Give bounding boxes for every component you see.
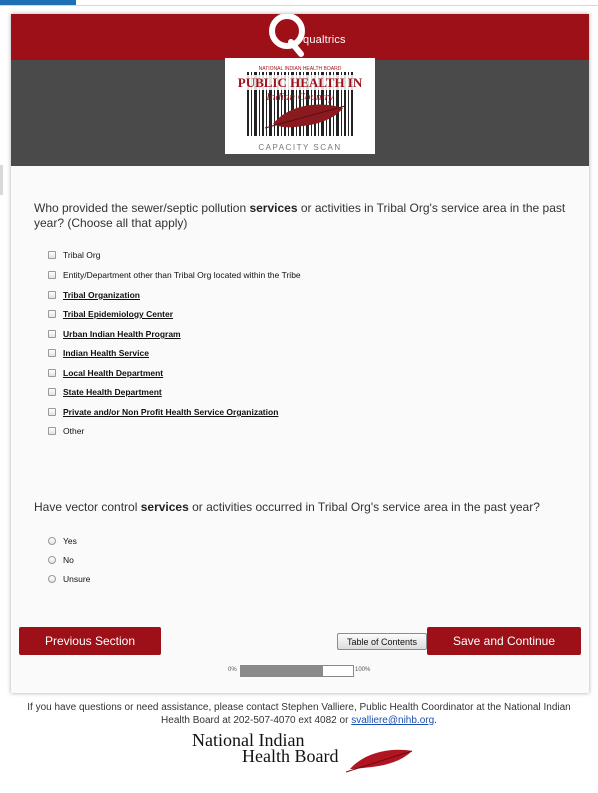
option-label: Entity/Department other than Tribal Org located within the Tribe [63,270,301,280]
capacity-scan-logo [225,58,375,154]
question-1-text-part: or activities in Tribal Org's service area in the past year? (Choose all that apply) [34,201,566,230]
question-2-bold-word: services [140,500,189,514]
option-label-link[interactable]: Tribal Epidemiology Center [63,309,174,319]
checkbox[interactable] [48,349,56,357]
top-divider [0,5,598,6]
checkbox-option[interactable] [48,346,149,360]
question-1-text-part: Who provided the sewer/septic pollution [34,201,250,215]
progress-bar-fill [241,666,323,676]
qualtrics-wordmark: qualtrics [303,34,346,46]
barcode-feather-logo [225,58,375,154]
option-label: Tribal Org [63,250,101,260]
checkbox-option[interactable] [48,248,100,262]
checkbox-option[interactable] [48,307,173,321]
email-link[interactable]: svalliere@nihb.org [351,715,435,726]
checkbox[interactable] [48,271,56,279]
progress-start-label: 0% [228,667,237,673]
option-label-link[interactable]: Private and/or Non Profit Health Service Organization [63,407,279,417]
checkbox-option[interactable] [48,385,162,399]
question-2-text [34,500,579,515]
option-label: Unsure [63,574,91,584]
option-label: No [63,555,74,565]
logo-capacity-text: CAPACITY SCAN [258,143,342,152]
feather-icon [346,743,416,773]
checkbox[interactable] [48,310,56,318]
radio-button[interactable] [48,556,56,564]
checkbox[interactable] [48,251,56,259]
checkbox-option[interactable] [48,268,301,282]
checkbox-option[interactable] [48,327,181,341]
option-label: Other [63,426,85,436]
radio-button[interactable] [48,537,56,545]
radio-option[interactable] [48,572,90,586]
question-1-bold-word: services [249,201,298,215]
radio-button[interactable] [48,575,56,583]
checkbox[interactable] [48,388,56,396]
save-and-continue-button[interactable]: Save and Continue [427,627,581,655]
logo-org-text: NATIONAL INDIAN HEALTH BOARD [258,66,342,72]
footer-text-end: . [434,715,437,726]
checkbox[interactable] [48,427,56,435]
nihb-logo-line1: National Indian [192,730,305,750]
footer-text: If you have questions or need assistance, please contact Stephen Valliere, Public Health Coordinator at the National Indian Health Board at 202-507-4070 ext 4082 or [27,702,571,726]
checkbox-option[interactable] [48,288,140,302]
radio-option[interactable] [48,553,74,567]
option-label-link[interactable]: Tribal Organization [63,290,140,300]
previous-section-button[interactable]: Previous Section [19,627,161,655]
checkbox[interactable] [48,291,56,299]
option-label-link[interactable]: State Health Department [63,387,162,397]
option-label-link[interactable]: Local Health Department [63,368,164,378]
left-edge-stub [0,165,3,195]
question-2-text-part: Have vector control [34,500,141,514]
checkbox[interactable] [48,408,56,416]
checkbox[interactable] [48,330,56,338]
checkbox[interactable] [48,369,56,377]
question-1-text [34,201,574,231]
question-2-text-part: or activities occurred in Tribal Org's service area in the past year? [188,500,540,514]
option-label: Yes [63,536,77,546]
table-of-contents-button[interactable]: Table of Contents [337,633,427,650]
logo-title-text: PUBLIC HEALTH IN [237,75,363,90]
footer-help-text [24,701,574,727]
nihb-logo [190,727,420,777]
radio-option[interactable] [48,534,77,548]
checkbox-option[interactable] [48,424,84,438]
option-label-link[interactable]: Indian Health Service [63,348,149,358]
checkbox-option[interactable] [48,405,278,419]
survey-card [11,14,589,693]
logo-subtitle-text: Indian Country [266,91,334,103]
option-label-link[interactable]: Urban Indian Health Program [63,329,181,339]
progress-bar [240,665,354,677]
qualtrics-header [11,14,589,60]
nihb-logo-line2: Health Board [242,746,339,766]
checkbox-option[interactable] [48,366,163,380]
progress-end-label: 100% [355,667,371,673]
